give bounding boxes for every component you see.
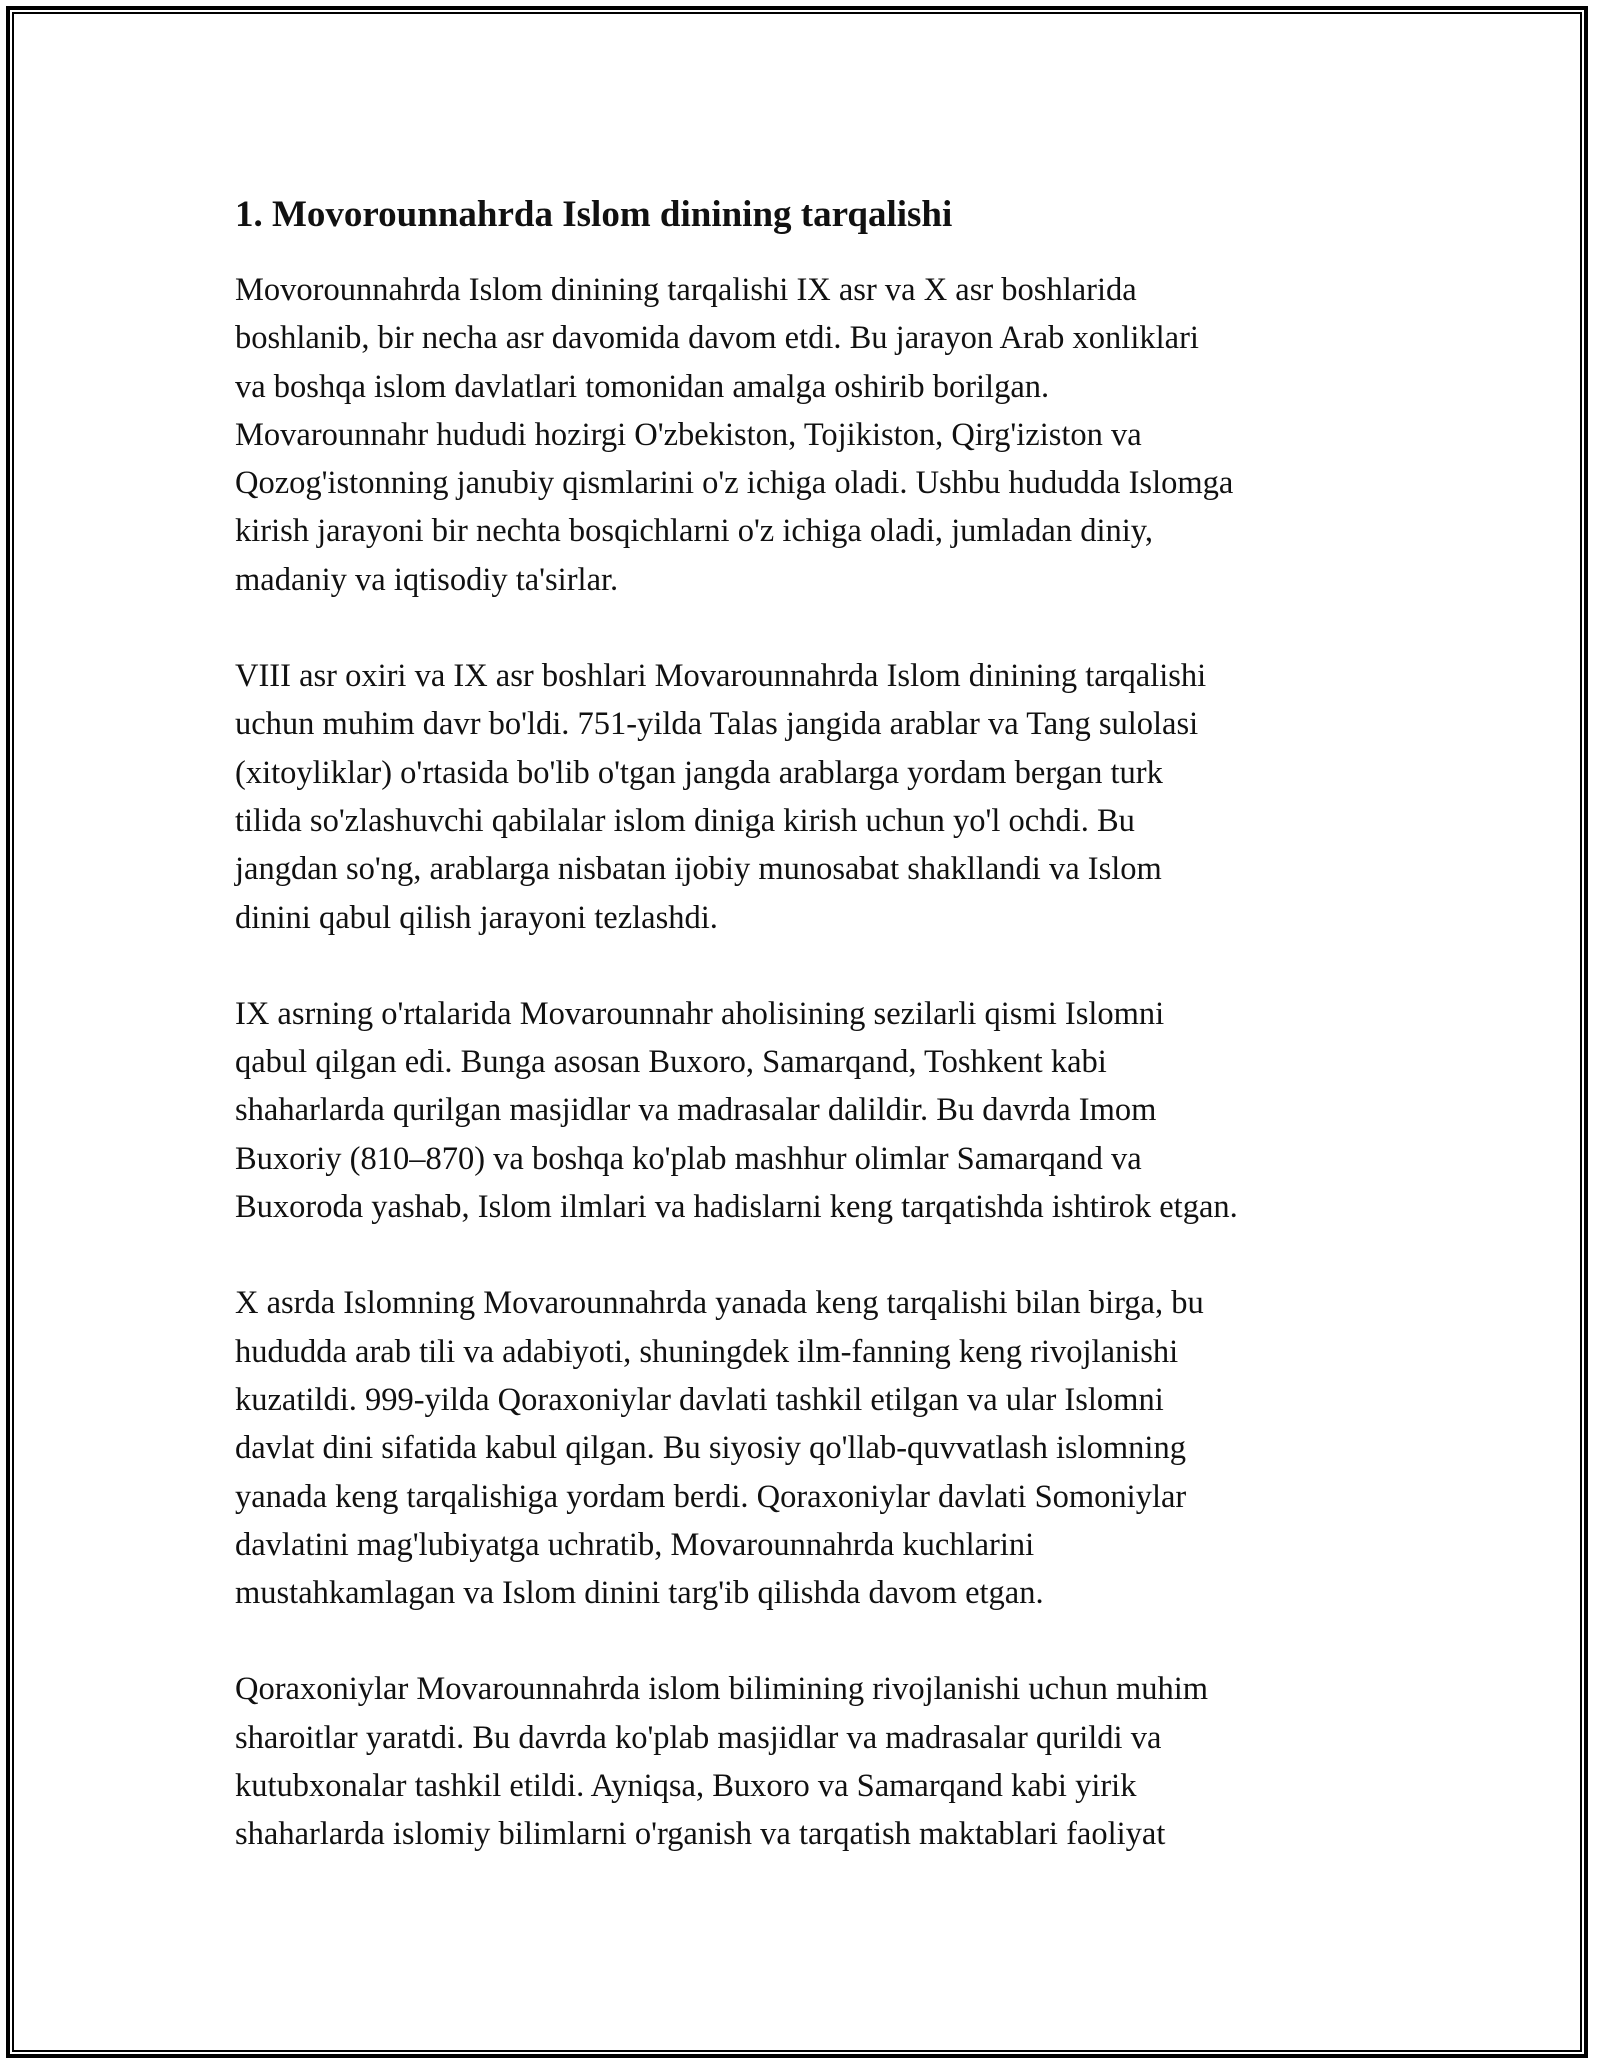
paragraph-line: shaharlarda islomiy bilimlarni o'rganish va tarqatish maktablari faoliyat [235, 1816, 1166, 1853]
paragraph-line: davlat dini sifatida kabul qilgan. Bu siyosiy qo'llab-quvvatlash islomning [235, 1430, 1186, 1467]
paragraph [235, 1665, 1375, 1858]
paragraph-line: uchun muhim davr bo'ldi. 751-yilda Talas jangida arablar va Tang sulolasi [235, 706, 1199, 743]
section-heading: 1. Movorounnahrda Islom dinining tarqalishi [235, 194, 953, 235]
paragraph [235, 652, 1375, 942]
paragraph-line: dinini qabul qilish jarayoni tezlashdi. [235, 899, 718, 936]
paragraph-line: (xitoyliklar) o'rtasida bo'lib o'tgan jangda arablarga yordam bergan turk [235, 754, 1163, 791]
paragraph-line: sharoitlar yaratdi. Bu davrda ko'plab masjidlar va madrasalar qurildi va [235, 1719, 1162, 1756]
paragraph-line: X asrda Islomning Movarounnahrda yanada keng tarqalishi bilan birga, bu [235, 1285, 1204, 1322]
paragraph-line: tilida so'zlashuvchi qabilalar islom diniga kirish uchun yo'l ochdi. Bu [235, 802, 1135, 839]
paragraph-line: Buxoriy (810–870) va boshqa ko'plab mashhur olimlar Samarqand va [235, 1140, 1142, 1177]
paragraph-line: kuzatildi. 999-yilda Qoraxoniylar davlati tashkil etilgan va ular Islomni [235, 1381, 1164, 1418]
paragraph-line: madaniy va iqtisodiy ta'sirlar. [235, 561, 619, 598]
paragraph [235, 1279, 1375, 1617]
paragraph-line: Qozog'istonning janubiy qismlarini o'z ichiga oladi. Ushbu hududda Islomga [235, 465, 1234, 502]
paragraph-line: davlatini mag'lubiyatga uchratib, Movarounnahrda kuchlarini [235, 1526, 1035, 1563]
paragraph-line: Buxoroda yashab, Islom ilmlari va hadislarni keng tarqatishda ishtirok etgan. [235, 1189, 1238, 1226]
paragraph-line: Movorounnahrda Islom dinining tarqalishi IX asr va X asr boshlarida [235, 272, 1137, 308]
document-body [235, 186, 1375, 1907]
paragraph-line: hududda arab tili va adabiyoti, shuningdek ilm-fanning keng rivojlanishi [235, 1333, 1179, 1370]
paragraph-line: jangdan so'ng, arablarga nisbatan ijobiy munosabat shakllandi va Islom [235, 851, 1162, 888]
paragraph-line: yanada keng tarqalishiga yordam berdi. Qoraxoniylar davlati Somoniylar [235, 1478, 1187, 1515]
paragraph-line: Movarounnahr hududi hozirgi O'zbekiston, Tojikiston, Qirg'iziston va [235, 416, 1142, 453]
paragraph-line: va boshqa islom davlatlari tomonidan amalga oshirib borilgan. [235, 368, 1050, 405]
paragraph-line: mustahkamlagan va Islom dinini targ'ib qilishda davom etgan. [235, 1575, 1044, 1612]
paragraph [235, 266, 1375, 604]
paragraph-line: IX asrning o'rtalarida Movarounnahr aholisining sezilarli qismi Islomni [235, 995, 1165, 1032]
paragraph-line: VIII asr oxiri va IX asr boshlari Movarounnahrda Islom dinining tarqalishi [235, 658, 1207, 695]
paragraph [235, 990, 1375, 1231]
paragraph-line: Qoraxoniylar Movarounnahrda islom bilimining rivojlanishi uchun muhim [235, 1671, 1209, 1708]
paragraph-line: shaharlarda qurilgan masjidlar va madrasalar dalildir. Bu davrda Imom [235, 1092, 1157, 1129]
paragraph-line: kutubxonalar tashkil etildi. Ayniqsa, Buxoro va Samarqand kabi yirik [235, 1768, 1137, 1805]
paragraph-line: boshlanib, bir necha asr davomida davom etdi. Bu jarayon Arab xonliklari [235, 320, 1199, 357]
paragraph-line: qabul qilgan edi. Bunga asosan Buxoro, Samarqand, Toshkent kabi [235, 1044, 1107, 1081]
paragraph-list [235, 266, 1375, 1859]
paragraph-line: kirish jarayoni bir nechta bosqichlarni o'z ichiga oladi, jumladan diniy, [235, 513, 1154, 550]
